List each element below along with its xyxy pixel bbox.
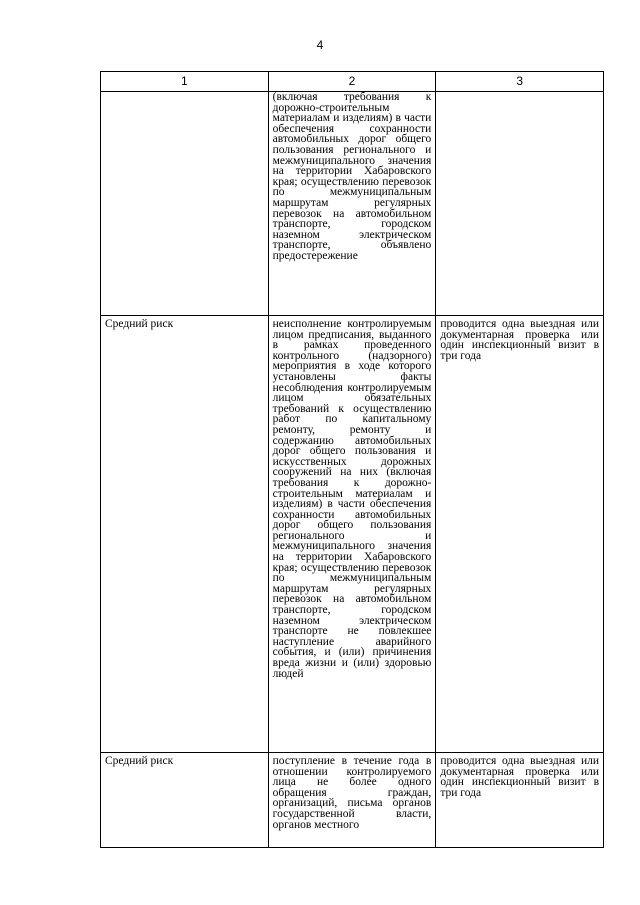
- inspection-frequency-cell: [436, 92, 604, 316]
- risk-category-cell: Средний риск: [101, 753, 269, 848]
- table-row: [101, 92, 604, 316]
- header-cell-1: 1: [101, 72, 269, 92]
- table-row: [101, 316, 604, 753]
- page-number: 4: [316, 38, 324, 52]
- risk-table: [100, 71, 604, 848]
- header-cell-3: 3: [436, 72, 604, 92]
- risk-category-cell: [101, 92, 269, 316]
- criteria-cell: неисполнение контролируемым лицом предписания, выданного в рамках проведенного контрольного (надзорного) мероприятия в ходе которого установлены факты несоблюдения контролируемым лицом обязательных требований к осуществлению работ по капитальному ремонту, ремонту и содержанию автомобильных дорог общего пользования и искусственных дорожных сооружений на них (включая требования к дорожно-строительным материалам и изделиям) в части обеспечения сохранности автомобильных дорог общего пользования регионального и межмуниципального значения на территории Хабаровского края; осуществлению перевозок по межмуниципальным маршрутам регулярных перевозок на автомобильном транспорте, городском наземном электрическом транспорте не повлекшее наступление аварийного события, и (или) причинения вреда жизни и (или) здоровью людей: [268, 316, 436, 753]
- table-header-row: [101, 72, 604, 92]
- inspection-frequency-cell: проводится одна выездная или документарная проверка или один инспекционный визит в три года: [436, 316, 604, 753]
- criteria-cell: (включая требования к дорожно-строительным материалам и изделиям) в части обеспечения сохранности автомобильных дорог общего пользования регионального и межмуниципального значения на территории Хабаровского края; осуществлению перевозок по межмуниципальным маршрутам регулярных перевозок на автомобильном транспорте, городском наземном электрическом транспорте, объявлено предостережение: [268, 92, 436, 316]
- inspection-frequency-cell: проводится одна выездная или документарная проверка или один инспекционный визит в три года: [436, 753, 604, 848]
- risk-category-cell: Средний риск: [101, 316, 269, 753]
- criteria-cell: поступление в течение года в отношении контролируемого лица не более одного обращения граждан, организаций, письма органов государственной власти, органов местного: [268, 753, 436, 848]
- header-cell-2: 2: [268, 72, 436, 92]
- table-row: [101, 753, 604, 848]
